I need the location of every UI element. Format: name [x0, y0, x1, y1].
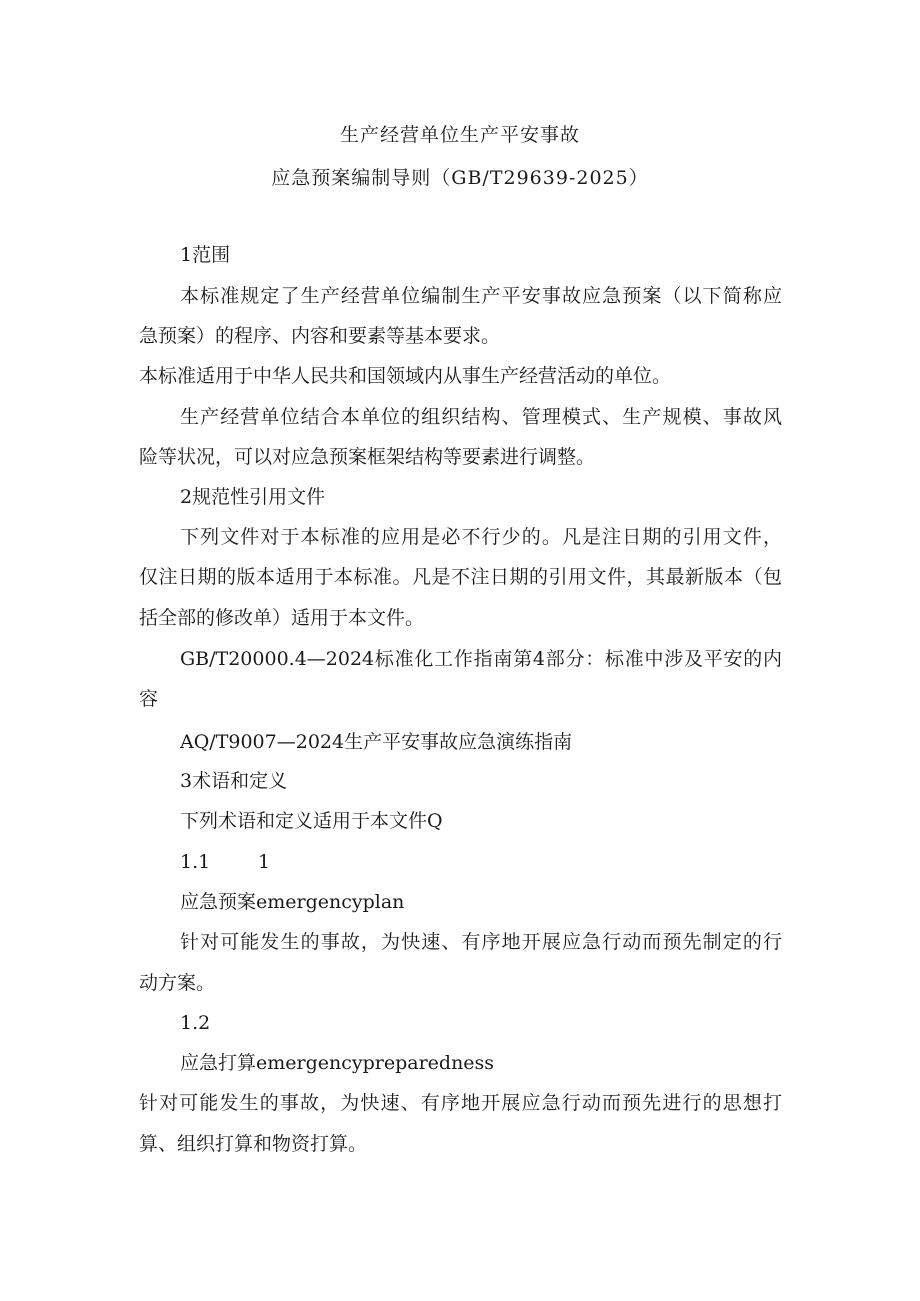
document-title-line-2: 应急预案编制导则（GB/T29639-2025） [271, 167, 649, 189]
term-2-name: 应急打算emergencypreparedness [180, 1052, 495, 1074]
section-1-paragraph-3-line-1: 生产经营单位结合本单位的组织结构、管理模式、生产规模、事故风 [180, 406, 782, 428]
section-3-heading: 3术语和定义 [180, 770, 288, 792]
section-3-paragraph-1: 下列术语和定义适用于本文件Q [180, 810, 443, 832]
term-1-definition-line-1: 针对可能发生的事故，为快速、有序地开展应急行动而预先制定的行 [180, 931, 782, 953]
normative-reference-1-line-2: 容 [139, 688, 159, 710]
term-1-number-main: 1.1 [180, 851, 211, 873]
term-2-number: 1.2 [180, 1012, 211, 1034]
term-1-name: 应急预案emergencyplan [180, 891, 405, 913]
section-1-paragraph-2: 本标准适用于中华人民共和国领域内从事生产经营活动的单位。 [139, 365, 672, 387]
term-2-definition-line-2: 算、组织打算和物资打算。 [139, 1133, 368, 1155]
section-2-heading: 2规范性引用文件 [180, 486, 326, 508]
section-1-paragraph-3-line-2: 险等状况，可以对应急预案框架结构等要素进行调整。 [139, 446, 596, 468]
term-2-definition-line-1: 针对可能发生的事故，为快速、有序地开展应急行动而预先进行的思想打 [139, 1092, 782, 1114]
term-1-number [180, 853, 270, 872]
section-1-paragraph-1-line-2: 急预案）的程序、内容和要素等基本要求。 [139, 325, 501, 347]
section-1-heading: 1范围 [180, 244, 231, 266]
section-2-paragraph-1-line-2: 仅注日期的版本适用于本标准。凡是不注日期的引用文件，其最新版本（包 [139, 566, 782, 588]
term-1-number-sub: 1 [258, 851, 271, 873]
document-title-line-1: 生产经营单位生产平安事故 [339, 124, 580, 146]
section-1-paragraph-1-line-1: 本标准规定了生产经营单位编制生产平安事故应急预案（以下简称应 [180, 285, 782, 307]
section-2-paragraph-1-line-1: 下列文件对于本标准的应用是必不行少的。凡是注日期的引用文件， [180, 526, 782, 548]
normative-reference-2: AQ/T9007—2024生产平安事故应急演练指南 [180, 731, 573, 753]
normative-reference-1-line-1: GB/T20000.4—2024标准化工作指南第4部分：标准中涉及平安的内 [180, 648, 782, 670]
term-1-definition-line-2: 动方案。 [139, 972, 216, 994]
section-2-paragraph-1-line-3: 括全部的修改单）适用于本文件。 [139, 607, 425, 629]
